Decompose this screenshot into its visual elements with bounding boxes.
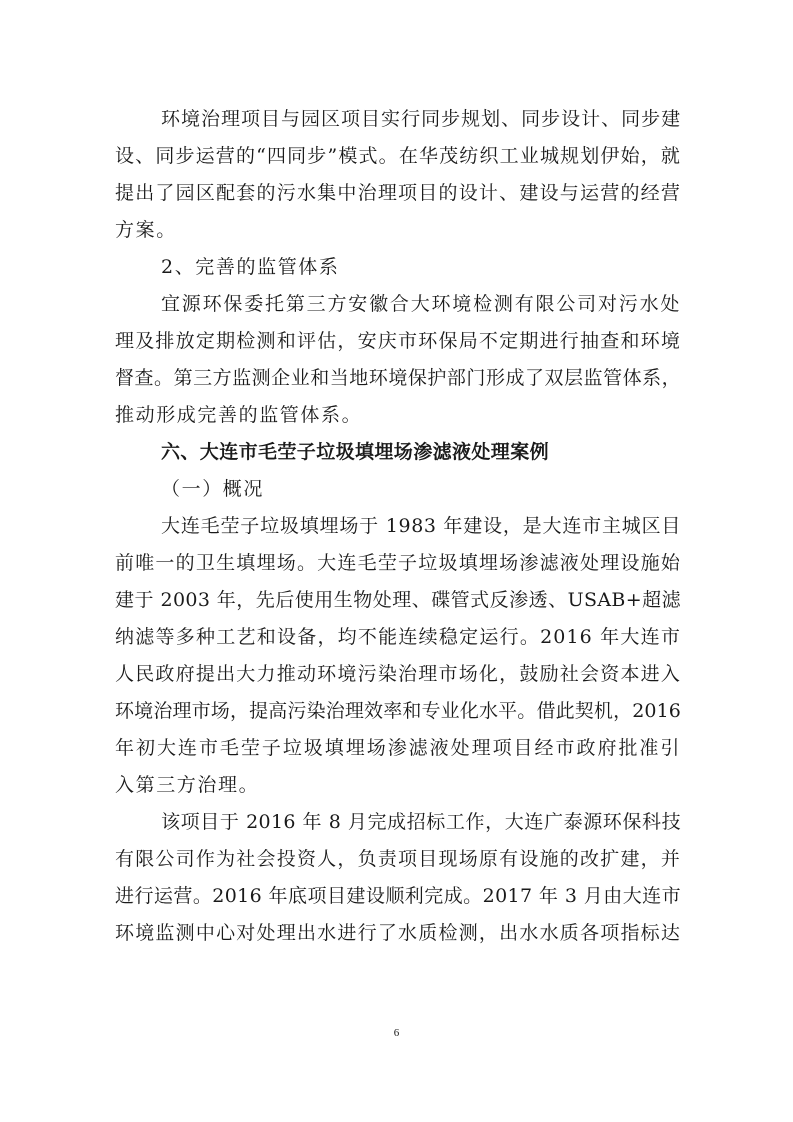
paragraph-line: 宜源环保委托第三方安徽合大环境检测有限公司对污水处 [161, 293, 681, 315]
paragraph-line: 推动形成完善的监管体系。 [115, 404, 363, 426]
paragraph-line: 入第三方治理。 [115, 774, 260, 796]
paragraph-line: 大连毛茔子垃圾填埋场于 1983 年建设，是大连市主城区目 [161, 515, 681, 537]
paragraph-line: 督查。第三方监测企业和当地环境保护部门形成了双层监管体系， [115, 367, 681, 389]
page-number: 6 [393, 1027, 400, 1039]
paragraph-line: 纳滤等多种工艺和设备，均不能连续稳定运行。2016 年大连市 [115, 626, 681, 648]
paragraph-line: 建于 2003 年，先后使用生物处理、碟管式反渗透、USAB+超滤 [115, 589, 681, 611]
paragraph-line: 环境治理市场，提高污染治理效率和专业化水平。借此契机，2016 [115, 700, 681, 722]
body-text [115, 104, 681, 955]
paragraph-line: 进行运营。2016 年底项目建设顺利完成。2017 年 3 月由大连市 [115, 885, 681, 907]
paragraph-line: 该项目于 2016 年 8 月完成招标工作，大连广泰源环保科技 [161, 811, 681, 833]
paragraph-line: 提出了园区配套的污水集中治理项目的设计、建设与运营的经营 [115, 182, 681, 204]
paragraph-line: 环境监测中心对处理出水进行了水质检测，出水水质各项指标达 [115, 922, 681, 944]
paragraph-line: 环境治理项目与园区项目实行同步规划、同步设计、同步建 [161, 108, 681, 130]
paragraph-line: 年初大连市毛茔子垃圾填埋场渗滤液处理项目经市政府批准引 [115, 737, 681, 759]
subsection-heading: 2、完善的监管体系 [161, 256, 340, 278]
paragraph-line: 前唯一的卫生填埋场。大连毛茔子垃圾填埋场渗滤液处理设施始 [115, 552, 681, 574]
subsection-heading: （一）概况 [161, 478, 265, 500]
paragraph-line: 设、同步运营的“四同步”模式。在华茂纺织工业城规划伊始，就 [115, 145, 681, 167]
paragraph-line: 有限公司作为社会投资人，负责项目现场原有设施的改扩建，并 [115, 848, 681, 870]
paragraph-line: 方案。 [115, 219, 177, 241]
section-heading: 六、大连市毛茔子垃圾填埋场渗滤液处理案例 [161, 441, 550, 463]
paragraph-line: 人民政府提出大力推动环境污染治理市场化，鼓励社会资本进入 [115, 663, 681, 685]
paragraph-line: 理及排放定期检测和评估，安庆市环保局不定期进行抽查和环境 [115, 330, 681, 352]
